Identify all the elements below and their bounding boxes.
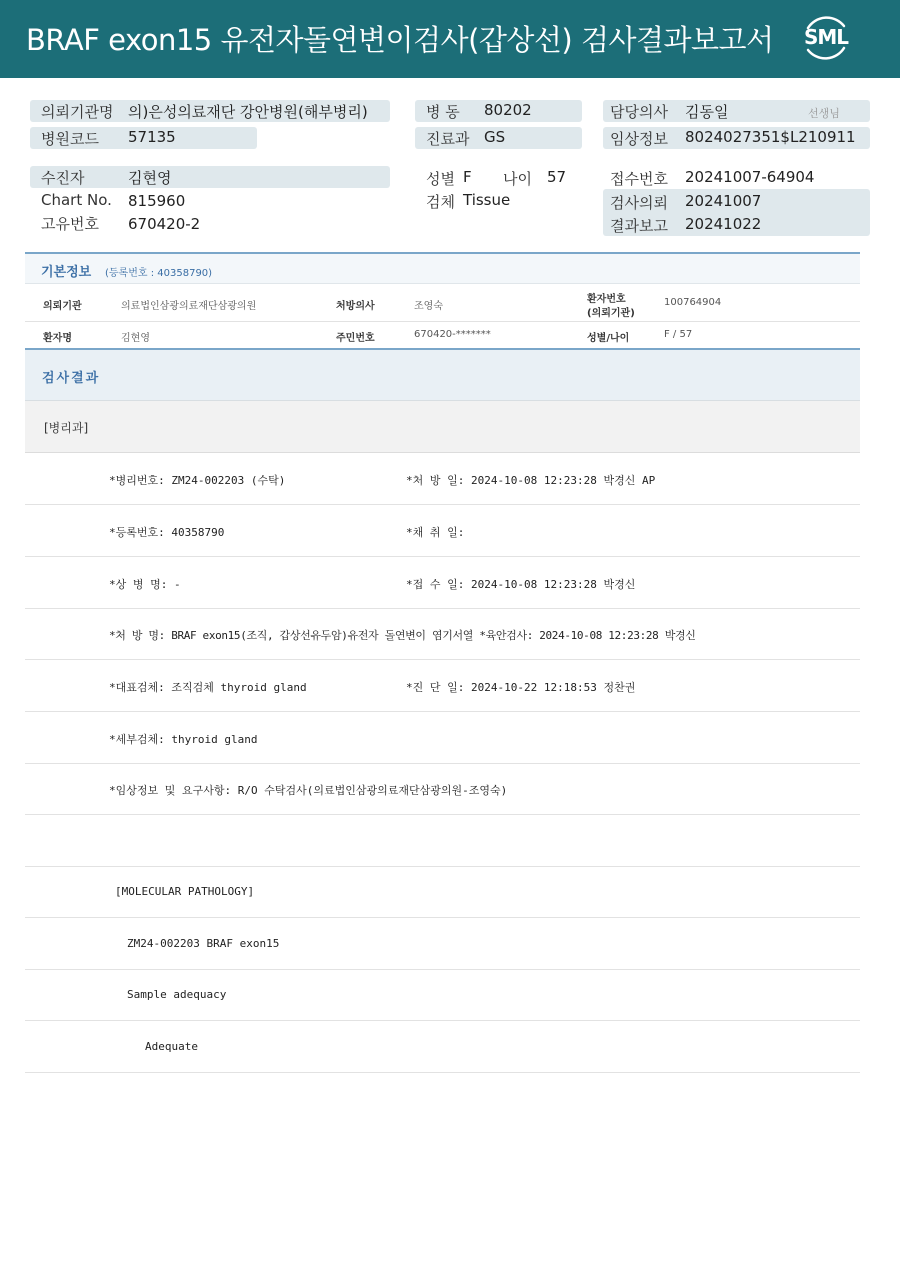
specimen-label: 검체: [426, 193, 455, 211]
chart-no-label: Chart No.: [41, 191, 112, 209]
hospital-code-label: 병원코드: [41, 130, 99, 148]
specimen-value: Tissue: [463, 191, 511, 209]
receipt-no-value: 20241007-64904: [685, 168, 815, 186]
ward-value: 80202: [484, 101, 532, 119]
prescriber-value: 조영숙: [414, 301, 443, 312]
report-header: [0, 0, 900, 78]
name-label: 환자명: [43, 333, 72, 344]
logo-text: SML: [803, 25, 849, 49]
patient-no-value: 100764904: [664, 297, 722, 308]
result-row: [25, 712, 860, 764]
sex-value: F: [463, 168, 472, 186]
unique-no-label: 고유번호: [41, 215, 99, 233]
dept-label: 진료과: [426, 130, 470, 148]
ward-label: 병 동: [426, 103, 460, 121]
result-row-left: *등록번호: 40358790: [109, 526, 225, 539]
result-row-left: Sample adequacy: [127, 988, 227, 1001]
org-label: 의뢰기관: [43, 301, 82, 312]
chart-no-value: 815960: [128, 192, 186, 210]
dept-text: [병리과]: [44, 421, 89, 435]
basic-info-row: [25, 284, 860, 322]
doctor-suffix: 선생님: [808, 107, 840, 120]
result-row-right: *처 방 일: 2024-10-08 12:23:28 박경신 AP: [406, 474, 656, 487]
result-row-left: *세부검체: thyroid gland: [109, 733, 258, 746]
patient-label: 수진자: [41, 169, 85, 187]
basic-info-reg: (등록번호 : 40358790): [105, 268, 213, 279]
hospital-code-value: 57135: [128, 128, 176, 146]
result-row-left: *대표검체: 조직검체 thyroid gland: [109, 681, 307, 694]
receipt-no-label: 접수번호: [610, 170, 668, 188]
result-row-left: *병리번호: ZM24-002203 (수탁): [109, 474, 286, 487]
result-row: [25, 660, 860, 712]
age-label: 나이: [503, 170, 532, 188]
result-row: [25, 866, 860, 918]
result-row: [25, 918, 860, 970]
report-label: 결과보고: [610, 217, 668, 235]
sex-label: 성별: [426, 170, 455, 188]
age-value: 57: [547, 168, 567, 186]
result-row: [25, 763, 860, 815]
result-row-right: *채 취 일:: [406, 526, 465, 539]
clinical-value: 8024027351$L210911: [685, 128, 856, 146]
unique-no-value: 670420-2: [128, 215, 201, 233]
result-row-left: ZM24-002203 BRAF exon15: [127, 937, 280, 950]
requesting-org-value: 의)은성의료재단 강안병원(해부병리): [128, 103, 368, 121]
prescriber-label: 처방의사: [336, 301, 375, 312]
result-row: [25, 969, 860, 1021]
patient-value: 김현영: [128, 169, 172, 187]
result-row: [25, 557, 860, 609]
rrn-label: 주민번호: [336, 333, 375, 344]
basic-info-row: [25, 322, 860, 350]
report-title: BRAF exon15 유전자돌연변이검사(갑상선) 검사결과보고서: [26, 23, 774, 57]
dept-value: GS: [484, 128, 506, 146]
requesting-org-label: 의뢰기관명: [41, 103, 114, 121]
result-row-right: *접 수 일: 2024-10-08 12:23:28 박경신: [406, 578, 636, 591]
result-row-left: *상 병 명: -: [109, 578, 181, 591]
report-value: 20241022: [685, 215, 762, 233]
result-header: [25, 350, 860, 401]
result-title: 검사결과: [42, 371, 101, 386]
sml-logo: [800, 12, 852, 64]
doctor-label: 담당의사: [610, 103, 668, 121]
result-row: [25, 505, 860, 557]
request-value: 20241007: [685, 192, 762, 210]
result-row: [25, 453, 860, 505]
name-value: 김현영: [121, 333, 150, 344]
dept-row: [25, 401, 860, 453]
result-row-left: Adequate: [145, 1040, 198, 1053]
sex-age-label: 성별/나이: [587, 333, 630, 344]
basic-info-header: [25, 254, 860, 284]
clinical-label: 임상정보: [610, 130, 668, 148]
result-row: [25, 608, 860, 660]
patient-no-sublabel: (의뢰기관): [587, 308, 635, 319]
result-row-left: *처 방 명: BRAF exon15(조직, 갑상선유두암)유전자 돌연변이 염기서열 *육안검사: 2024-10-08 12:23:28 박경신: [109, 629, 696, 642]
request-label: 검사의뢰: [610, 194, 668, 212]
sex-age-value: F / 57: [664, 329, 693, 340]
basic-info-section: [25, 252, 860, 350]
result-row-empty: [25, 815, 860, 867]
org-value: 의료법인삼광의료재단삼광의원: [121, 301, 257, 312]
result-row-right: *진 단 일: 2024-10-22 12:18:53 정찬권: [406, 681, 636, 694]
doctor-value: 김동일: [685, 103, 729, 121]
molecular-pathology-heading: [MOLECULAR PATHOLOGY]: [115, 885, 255, 898]
basic-info-title: 기본정보: [41, 265, 92, 280]
patient-no-label: 환자번호: [587, 294, 626, 305]
result-row-left: *임상정보 및 요구사항: R/O 수탁검사(의료법인삼광의료재단삼광의원-조영숙): [109, 784, 508, 797]
rrn-value: 670420-*******: [414, 329, 491, 340]
result-row: [25, 1021, 860, 1073]
